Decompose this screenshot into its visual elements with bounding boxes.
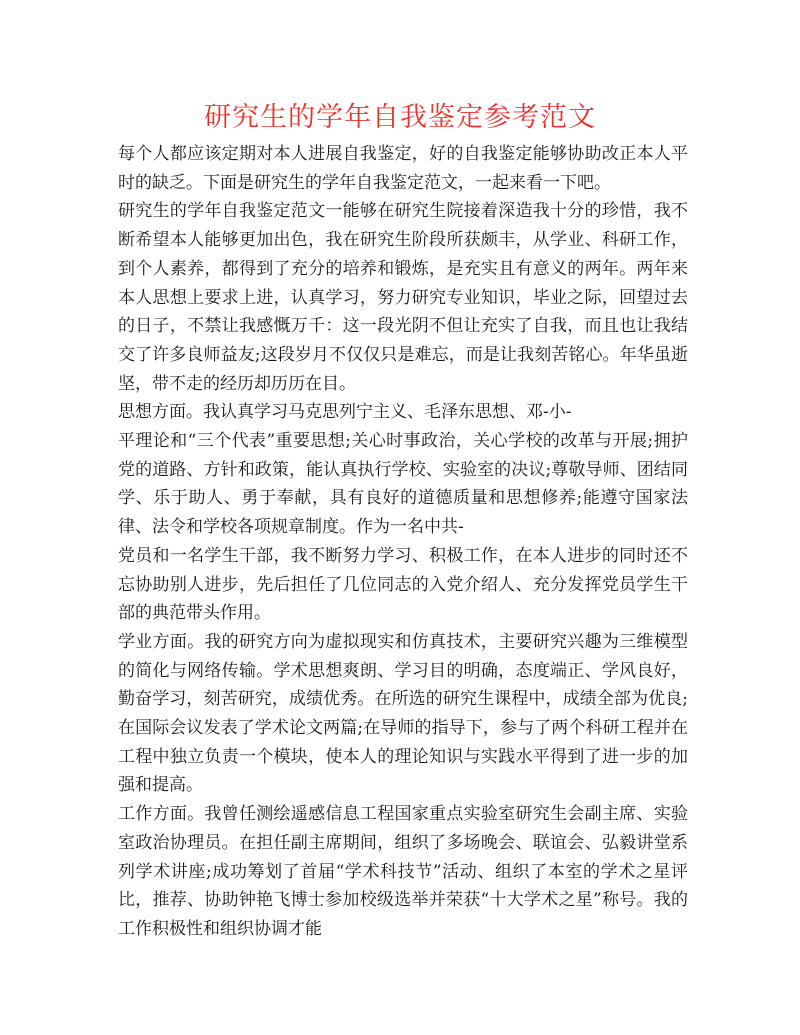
paragraph-party-member: 党员和一名学生干部，我不断努力学习、积极工作，在本人进步的同时还不忘协助别人进步，先后担任了几位同志的入党介绍人、充分发挥党员学生干部的典范带头作用。 <box>118 545 688 624</box>
document-title: 研究生的学年自我鉴定参考范文 <box>204 102 596 133</box>
paragraph-sample-one: 研究生的学年自我鉴定范文一能够在研究生院接着深造我十分的珍惜，我不断希望本人能够更加出色，我在研究生阶段所获颇丰，从学业、科研工作，到个人素养，都得到了充分的培养和锻炼，是充实且有意义的两年。两年来本人思想上要求上进，认真学习，努力研究专业知识，毕业之际，回望过去的日子，不禁让我感慨万千：这一段光阴不但让充实了自我，而且也让我结交了许多良师益友;这段岁月不仅仅只是难忘，而是让我刻苦铭心。年华虽逝坚，带不走的经历却历历在目。 <box>118 201 688 394</box>
paragraph-work: 工作方面。我曾任测绘遥感信息工程国家重点实验室研究生会副主席、实验室政治协理员。在担任副主席期间，组织了多场晚会、联谊会、弘毅讲堂系列学术讲座;成功筹划了首届“学术科技节”活动、组织了本室的学术之星评比，推荐、协助钟艳飞博士参加校级选举并荣获“十大学术之星”称号。我的工作积极性和组织协调才能 <box>118 804 688 939</box>
document-body <box>118 140 688 944</box>
paragraph-thought-heading: 思想方面。我认真学习马克思列宁主义、毛泽东思想、邓-小- <box>118 402 572 423</box>
paragraph-intro: 每个人都应该定期对本人进展自我鉴定，好的自我鉴定能够协助改正本人平时的缺乏。下面是研究生的学年自我鉴定范文，一起来看一下吧。 <box>118 144 688 193</box>
paragraph-thought-body: 平理论和“三个代表”重要思想;关心时事政治，关心学校的改革与开展;拥护党的道路、方针和政策，能认真执行学校、实验室的决议;尊敬导师、团结同学、乐于助人、勇于奉献，具有良好的道德质量和思想修养;能遵守国家法律、法令和学校各项规章制度。作为一名中共- <box>118 431 688 538</box>
paragraph-academics: 学业方面。我的研究方向为虚拟现实和仿真技术，主要研究兴趣为三维模型的简化与网络传输。学术思想爽朗、学习目的明确，态度端正、学风良好，勤奋学习，刻苦研究，成绩优秀。在所选的研究生课程中，成绩全部为优良;在国际会议发表了学术论文两篇;在导师的指导下，参与了两个科研工程并在工程中独立负责一个模块，使本人的理论知识与实践水平得到了进一步的加强和提高。 <box>118 631 688 796</box>
